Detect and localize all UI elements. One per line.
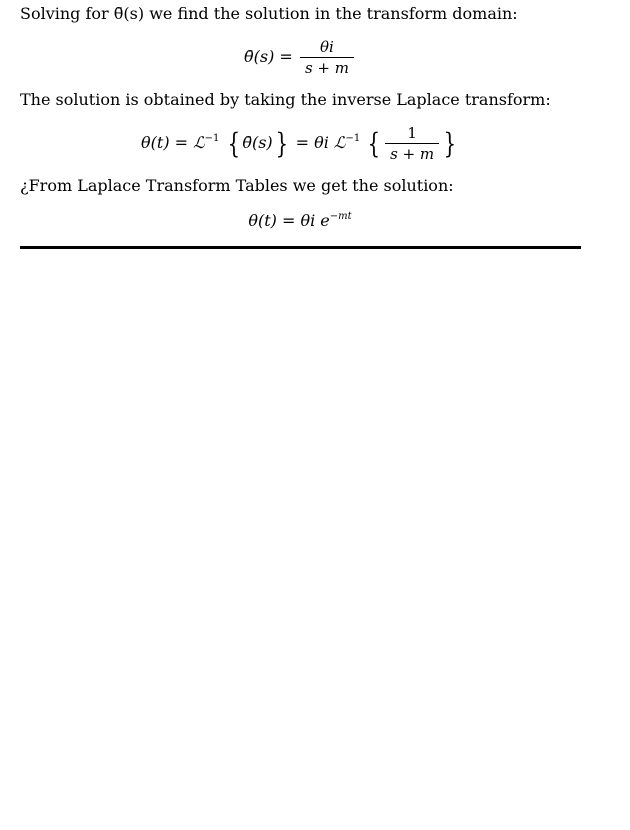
paragraph-inverse-laplace: The solution is obtained by taking the inverse Laplace transform: — [20, 90, 551, 109]
fraction-denominator: s + m — [385, 143, 439, 163]
equation-inverse-laplace — [0, 124, 600, 163]
equation-lhs: θ(t) = θi e — [248, 211, 330, 230]
brace-content: θ̄(s) — [242, 133, 273, 152]
inverse-superscript: −1 — [204, 133, 220, 144]
paragraph-solving: Solving for θ̄(s) we find the solution in the transform domain: — [20, 4, 518, 23]
equation-fraction — [300, 38, 354, 77]
equation-transform-domain — [0, 38, 600, 77]
right-brace-2: } — [443, 126, 457, 160]
equation-lhs: θ̄(s) = — [244, 47, 293, 66]
equation-lhs: θ(t) = ℒ — [141, 133, 205, 152]
fraction-numerator: θi — [320, 38, 334, 56]
inverse-superscript-2: −1 — [345, 133, 361, 144]
fraction-denominator: s + m — [300, 57, 354, 77]
exponent: −mt — [329, 211, 352, 222]
horizontal-rule — [20, 246, 581, 249]
left-brace-2: { — [367, 126, 381, 160]
equation-solution — [0, 211, 600, 234]
equation-middle: = θi ℒ — [295, 133, 346, 152]
right-brace: } — [275, 126, 288, 160]
equation-fraction — [385, 124, 439, 163]
fraction-numerator: 1 — [407, 124, 417, 142]
paragraph-laplace-tables: ¿From Laplace Transform Tables we get the solution: — [20, 176, 454, 195]
left-brace: { — [227, 126, 240, 160]
